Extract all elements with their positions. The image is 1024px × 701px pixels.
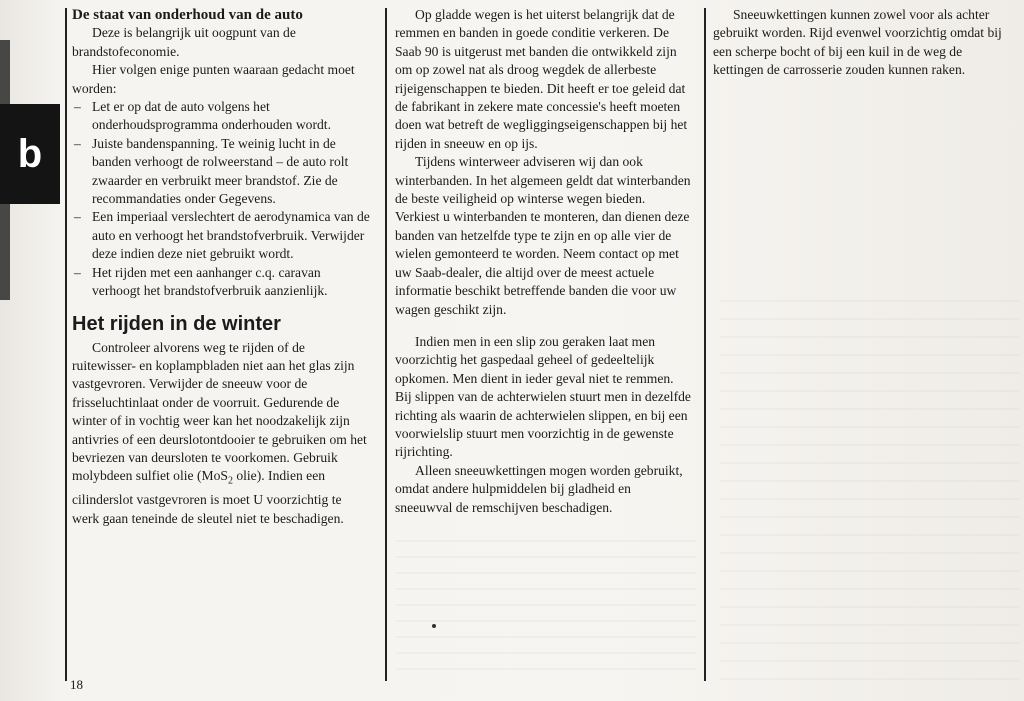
list-item: – Juiste bandenspanning. Te weinig lucht in de banden verhoogt de rolweerstand – de auto rolt zwaarder en verbruikt meer brandstof. Zie de recommandaties onder Gegevens. xyxy=(72,135,372,209)
paragraph: Op gladde wegen is het uiterst belangrijk dat de remmen en banden in goede conditie verkeren. De Saab 90 is uitgerust met banden die ontwikkeld zijn om op zowel nat als droog wegdek de allerbeste rijeigenschappen te bieden. Dit heeft er toe geleid dat de fabrikant in zekere mate concessie's heeft moeten doen wat betreft de wegliggingseigenschappen bij het rijden in sneeuw en op ijs. xyxy=(395,7,688,151)
paragraph: Tijdens winterweer adviseren wij dan ook winterbanden. In het algemeen geldt dat winterbanden de beste veiligheid op winterse wegen bieden. Verkiest u winterbanden te monteren, dan dienen deze banden van hetzelfde type te zijn en op alle vier de wielen gemonteerd te worden. Neem contact op met uw Saab-dealer, die altijd over de meest actuele informatie beschikt betreffende banden die voor uw wagen geschikt zijn. xyxy=(395,154,691,317)
bleed-through-text xyxy=(720,300,1020,680)
column-1 xyxy=(72,6,372,528)
list-item: – Een imperiaal verslechtert de aerodynamica van de auto en verhoogt het brandstofverbruik. Verwijder deze indien deze niet gebruikt wordt. xyxy=(72,208,372,263)
page-number: 18 xyxy=(70,677,83,692)
paragraph: Deze is belangrijk uit oogpunt van de brandstofeconomie. xyxy=(72,25,296,59)
section-tab xyxy=(0,104,60,204)
paragraph: Sneeuwkettingen kunnen zowel voor als achter gebruikt worden. Rijd evenwel voorzichtig omdat bij een scherpe bocht of bij een kuil in de weg de kettingen de carrosserie zouden kunnen raken. xyxy=(713,7,1002,78)
column-rule-middle xyxy=(385,8,387,681)
section-title: Het rijden in de winter xyxy=(72,312,281,335)
list-item: – Let er op dat de auto volgens het onderhoudsprogramma onderhouden wordt. xyxy=(72,98,372,135)
paragraph: Hier volgen enige punten waaraan gedacht moet worden: xyxy=(72,62,355,96)
maintenance-list xyxy=(72,98,372,300)
column-rule-left xyxy=(65,8,67,681)
subsection-heading: De staat van onderhoud van de auto xyxy=(72,7,303,23)
column-3 xyxy=(713,6,1013,80)
column-rule-right xyxy=(704,8,706,681)
paragraph: Alleen sneeuwkettingen mogen worden gebruikt, omdat andere hulpmiddelen bij gladheid en sneeuwval de remschijven beschadigen. xyxy=(395,462,683,515)
paragraph-part: olie). Indien een cilinderslot vastgevroren is moet U voorzichtig te werk gaan teneinde de sleutel niet te beschadigen. xyxy=(72,468,344,526)
column-2 xyxy=(395,6,691,517)
paragraph-part: Controleer alvorens weg te rijden of de ruitewisser- en koplampbladen niet aan het glas zijn vastgevroren. Verwijder de sneeuw voor de frisseluchtinlaat onder de voorruit. Gedurende de winter of in vochtig weer kan het noodzakelijk zijn antivries of een deurslotontdooier te gebruiken om het bevriezen van deursloten te voorkomen. Gebruik molybdeen sulfiet olie (MoS xyxy=(72,339,367,484)
bleed-through-text xyxy=(396,540,696,670)
list-item: – Het rijden met een aanhanger c.q. caravan verhoogt het brandstofverbruik aanzienlijk. xyxy=(72,264,372,301)
subscript: 2 xyxy=(227,476,233,488)
speck xyxy=(432,624,436,628)
paragraph xyxy=(72,339,372,529)
section-tab-letter: b xyxy=(17,131,43,176)
paragraph: Indien men in een slip zou geraken laat men voorzichtig het gaspedaal geheel of gedeeltelijk opkomen. Men dient in ieder geval niet te remmen. Bij slippen van de achterwielen stuurt men in dezelfde richting als waarin de achterwielen slippen, en bij een voorwielslip stuurt men voorzichtig in de gewenste rijrichting. xyxy=(395,333,691,460)
